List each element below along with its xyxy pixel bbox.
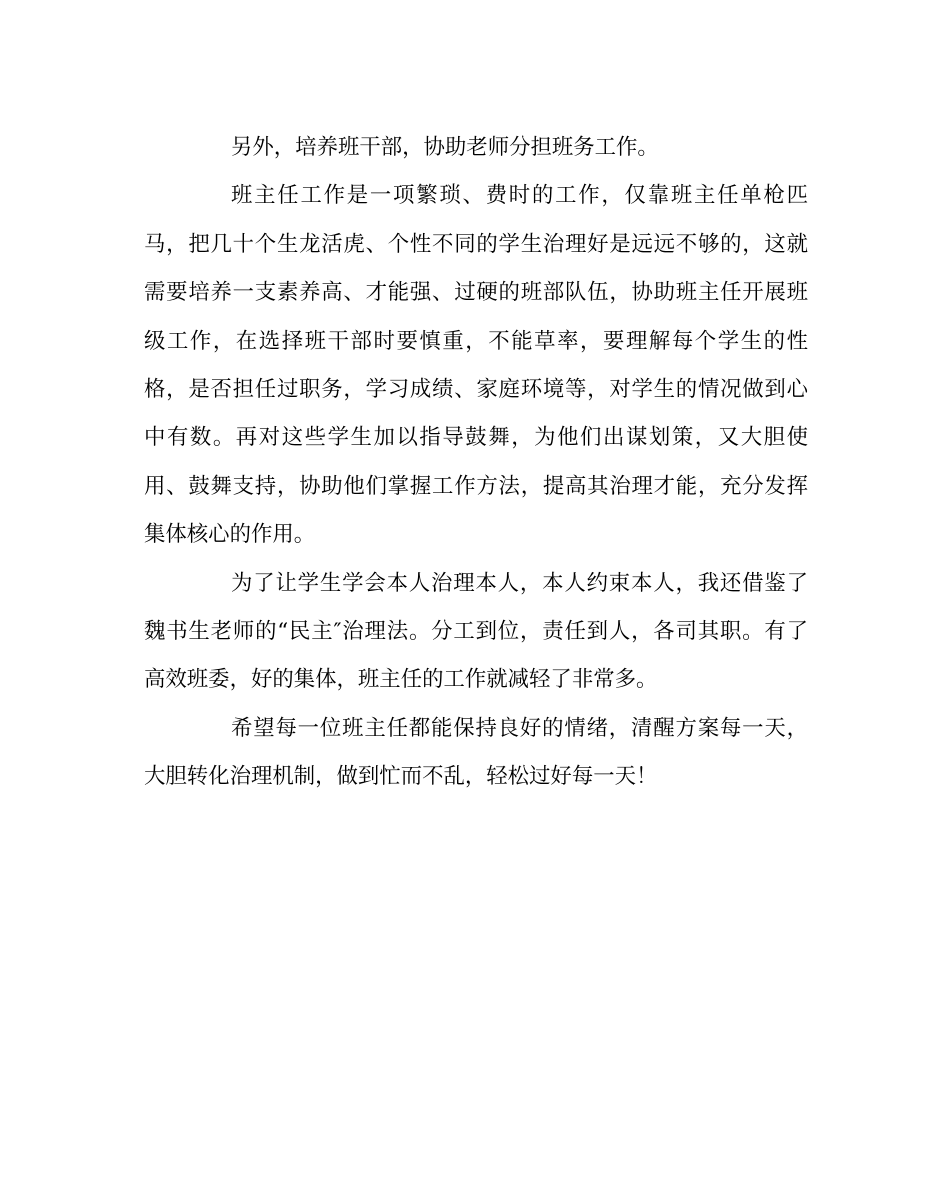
paragraph-line: 班主任工作是一项繁琐、费时的工作，仅靠班主任单枪匹 bbox=[231, 183, 808, 209]
paragraph-line: 高效班委，好的集体，班主任的工作就减轻了非常多。 bbox=[144, 667, 658, 693]
document-body bbox=[144, 124, 808, 801]
paragraph bbox=[144, 560, 808, 705]
paragraph-line: 用、鼓舞支持，协助他们掌握工作方法，提高其治理才能，充分发挥 bbox=[144, 473, 808, 499]
paragraph-line: 另外，培养班干部，协助老师分担班务工作。 bbox=[231, 135, 659, 160]
paragraph-line: 马，把几十个生龙活虎、个性不同的学生治理好是远远不够的，这就 bbox=[144, 231, 808, 257]
paragraph-line: 需要培养一支素养高、才能强、过硬的班部队伍，协助班主任开展班 bbox=[144, 280, 808, 306]
paragraph-line: 希望每一位班主任都能保持良好的情绪，清醒方案每一天， bbox=[231, 715, 808, 741]
paragraph-line: 格，是否担任过职务，学习成绩、家庭环境等，对学生的情况做到心 bbox=[144, 376, 808, 402]
paragraph-line: 级工作，在选择班干部时要慎重，不能草率，要理解每个学生的性 bbox=[144, 328, 808, 354]
paragraph-line: 中有数。再对这些学生加以指导鼓舞，为他们出谋划策，又大胆使 bbox=[144, 425, 808, 451]
paragraph bbox=[144, 124, 808, 172]
paragraph-line: 集体核心的作用。 bbox=[144, 522, 316, 548]
paragraph bbox=[144, 705, 808, 802]
paragraph-line: 为了让学生学会本人治理本人，本人约束本人，我还借鉴了 bbox=[231, 570, 808, 596]
paragraph-line: 魏书生老师的“民主″治理法。分工到位，责任到人，各司其职。有了 bbox=[144, 618, 808, 644]
paragraph bbox=[144, 172, 808, 559]
paragraph-line: 大胆转化治理机制，做到忙而不乱，轻松过好每一天！ bbox=[144, 764, 658, 790]
